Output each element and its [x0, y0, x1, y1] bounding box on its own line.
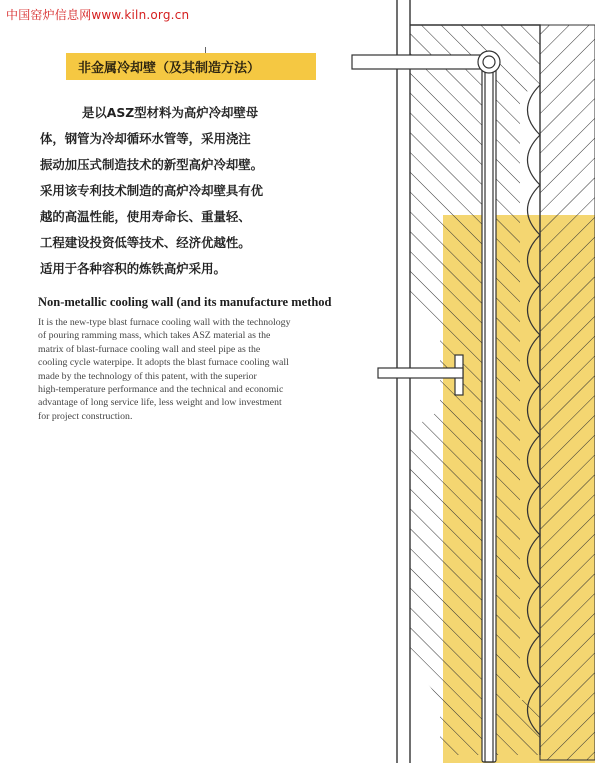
cn-line: 适用于各种容积的炼铁高炉采用。 [40, 261, 226, 276]
en-line: advantage of long service life, less weight and low investment [38, 397, 282, 409]
cn-line: 体，钢管为冷却循环水管等，采用浇注 [40, 131, 251, 146]
en-line: cooling cycle waterpipe. It adopts the blast furnace cooling wall [38, 357, 289, 369]
cn-line: 振动加压式制造技术的新型高炉冷却壁。 [40, 157, 264, 172]
cn-line: 工程建设投资低等技术、经济优越性。 [40, 235, 251, 250]
cn-line: 采用该专利技术制造的高炉冷却壁具有优 [40, 183, 264, 198]
english-title: Non-metallic cooling wall (and its manufacture method [38, 295, 332, 309]
en-line: made by the technology of this patent, with the superior [38, 370, 257, 382]
english-description [38, 316, 328, 423]
en-line: for project construction. [38, 410, 133, 422]
chinese-title-banner [66, 53, 316, 80]
chinese-description [40, 100, 340, 282]
en-line: It is the new-type blast furnace cooling wall with the technology [38, 317, 291, 328]
cn-line: 是以ASZ型材料为高炉冷却壁母 [82, 105, 259, 120]
en-line: of pouring ramming mass, which takes ASZ material as the [38, 330, 271, 342]
site-watermark: 中国窑炉信息网www.kiln.org.cn [6, 8, 190, 22]
cooling-wall-cross-section-diagram [340, 0, 595, 763]
en-line: high-temperature performance and the technical and economic [38, 383, 284, 395]
cn-line: 越的高温性能，使用寿命长、重量轻、 [40, 209, 251, 224]
en-line: matrix of blast-furnace cooling wall and steel pipe as the [38, 343, 261, 355]
chinese-title: 非金属冷却壁（及其制造方法） [78, 61, 261, 76]
